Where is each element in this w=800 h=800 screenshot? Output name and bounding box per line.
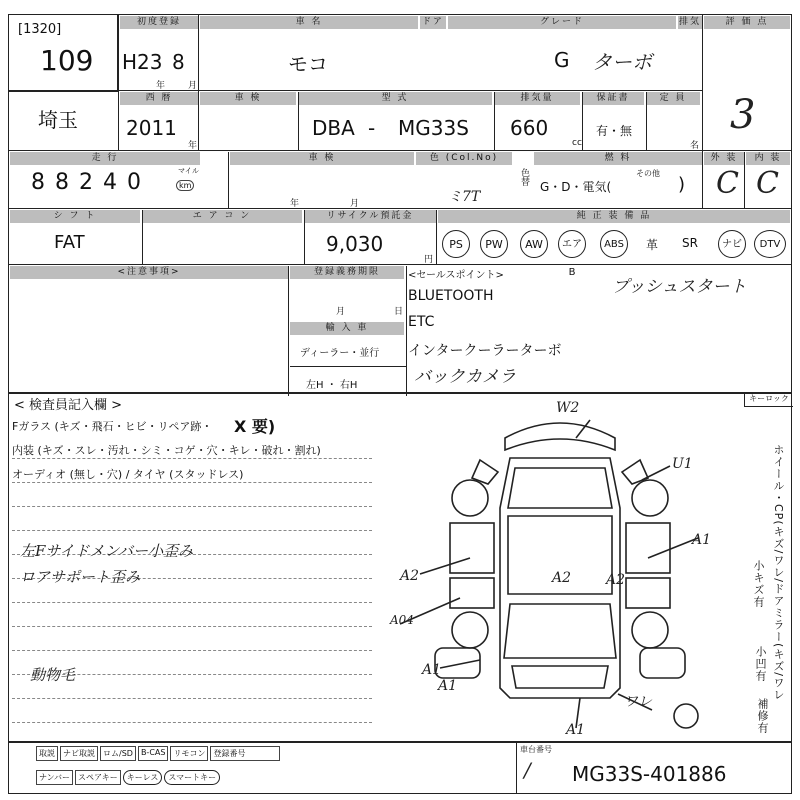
header-door: ドア (420, 16, 446, 29)
rear-bumper-shape (512, 666, 608, 688)
inspection-month-label: 月 (350, 199, 360, 209)
tag-rom-sd: ロム/SD (100, 746, 136, 761)
col-divider (436, 210, 437, 264)
side-small-dent: 小凹有 (754, 646, 767, 682)
first-reg-year-label: 年 (156, 81, 166, 91)
diagram-mark: A2 (552, 570, 572, 586)
color-handwritten: ミ7T (448, 189, 481, 205)
diagram-mark: A1 (438, 678, 458, 694)
equipment-navi: ナビ (718, 230, 746, 258)
model-year: 2011 (126, 116, 177, 140)
fixed-cap-suffix: 名 (690, 141, 700, 151)
fuel-close: ) (678, 174, 686, 195)
header-recycle: リサイクル預託金 (304, 210, 436, 223)
hood-shape (508, 468, 612, 508)
header-fixed-cap: 定 員 (646, 92, 700, 105)
interior-score: C (756, 166, 779, 201)
header-color: 色 (Col.No) (416, 152, 512, 165)
sales-point-handwritten: プッシュスタート (612, 277, 747, 297)
tag-bcas: B-CAS (138, 746, 169, 761)
inspector-line-interior: 内装 (キズ・スレ・汚れ・シミ・コゲ・穴・キレ・破れ・割れ) (12, 444, 321, 457)
diagram-mark: ワレ (624, 694, 652, 710)
model: MG33S (398, 116, 469, 140)
diagram-mark-a04: A04 (390, 613, 414, 627)
ruled-line (12, 458, 372, 459)
header-vehicle-inspection: 車 検 (230, 152, 414, 165)
first-reg-month: 8 (172, 50, 185, 74)
wheel-fl (452, 480, 488, 516)
header-western-year: 西 暦 (120, 92, 198, 105)
mileage-digit: 0 (127, 170, 141, 195)
warranty: 有・無 (596, 124, 633, 138)
color-chip-label: 色替 (519, 168, 529, 186)
header-exterior: 外 装 (704, 152, 744, 165)
lot-code: [1320] (18, 22, 62, 37)
col-divider (304, 210, 305, 264)
row-divider (8, 90, 702, 91)
col-divider (198, 14, 199, 150)
fuel-options: G・D・電気( (540, 180, 612, 194)
equipment-abs: ABS (600, 230, 628, 258)
header-interior: 内 装 (746, 152, 790, 165)
lr-handle: 左H ・ 右H (306, 380, 358, 391)
header-score: 評 価 点 (704, 16, 790, 29)
sales-point: インタークーラーターボ (408, 343, 562, 359)
grade-handwritten: ターボ (592, 50, 652, 74)
leader-line (440, 660, 480, 668)
displacement-unit: cc (572, 138, 582, 148)
ruled-line (12, 626, 372, 627)
header-import: 輸 入 車 (290, 322, 404, 335)
dealer: ディーラー・並行 (300, 348, 380, 359)
header-first-reg: 初度登録 (120, 16, 198, 29)
equipment-sunroof: SR (682, 236, 698, 250)
mileage-digit: 4 (103, 170, 117, 195)
car-name: モコ (288, 52, 328, 76)
inspector-note: 左Fサイドメンバー小歪み (20, 542, 194, 560)
leader-line (648, 538, 698, 558)
diagram-mark: U1 (672, 456, 693, 472)
row-divider (8, 208, 792, 209)
mileage-digit: 8 (31, 170, 45, 195)
panel-left-quarter (435, 648, 480, 678)
col-divider (516, 742, 517, 794)
diagram-mark: A1 (422, 662, 442, 678)
equipment-airbag: エアB (558, 230, 586, 258)
tag-manual: 取説 (36, 746, 58, 761)
exterior-score: C (716, 166, 739, 201)
lot-number: 109 (40, 44, 94, 77)
panel-right-front (626, 523, 670, 573)
diagram-mark: A2 (400, 568, 420, 584)
header-shift: シ フ ト (10, 210, 140, 223)
header-car-name: 車 名 (200, 16, 418, 29)
col-divider (142, 210, 143, 264)
bottom-tags-row-2 (36, 770, 220, 785)
ruled-line (12, 602, 372, 603)
diagram-mark: A2 (606, 572, 626, 588)
leader-line (576, 420, 590, 438)
col-divider (118, 14, 119, 150)
shift: FAT (54, 232, 85, 253)
recycle-unit: 円 (424, 255, 434, 265)
equipment-aw: AW (520, 230, 548, 258)
inspector-note: 動物毛 (30, 666, 76, 684)
col-divider (582, 92, 583, 150)
mileage-unit-mile: マイル (178, 167, 199, 175)
diagram-mark: A1 (692, 532, 712, 548)
header-mileage: 走 行 (10, 152, 200, 165)
model-prefix: DBA (312, 116, 355, 140)
col-divider (744, 152, 745, 208)
side-wheel-mirror-text: ホイール・CP(キズ/ワレ/ドアミラー(キズ/ワレ (772, 444, 785, 702)
header-sales-point: <セールスポイント> (408, 270, 504, 281)
glass-mark: X 要) (234, 417, 276, 436)
side-repaired: 補修有 (756, 698, 769, 734)
notes-day: 日 (394, 307, 404, 317)
inspection-year-label: 年 (290, 199, 300, 209)
ruled-line (12, 722, 372, 723)
model-year-suffix: 年 (188, 141, 198, 151)
header-displacement-type: 排気 (678, 17, 701, 27)
header-model: 型 式 (298, 92, 492, 105)
tag-reg-number: 登録番号 (210, 746, 280, 761)
header-ac: エ ア コ ン (142, 210, 302, 223)
col-divider (228, 152, 229, 208)
header-grade: グレード (448, 16, 676, 29)
header-fuel: 燃 料 (534, 152, 702, 165)
chassis-mark: / (524, 758, 531, 782)
ruled-line (12, 698, 372, 699)
tag-number-plate: ナンバー (36, 770, 73, 785)
mileage-digits (28, 170, 144, 195)
inspector-line-glass: Fガラス (キズ・飛石・ヒビ・リペア跡・ (12, 420, 213, 433)
tag-keyless: キーレス (123, 770, 163, 785)
equipment-ps: PS (442, 230, 470, 258)
lot-cell (8, 14, 118, 92)
displacement: 660 (510, 116, 549, 140)
mileage-digit: 8 (55, 170, 69, 195)
ruled-line (12, 482, 372, 483)
wheel-rr (632, 612, 668, 648)
panel-left-front (450, 523, 494, 573)
sales-point: ETC (408, 314, 435, 330)
region: 埼玉 (38, 108, 78, 132)
side-small-scratch: 小キズ有 (752, 560, 765, 608)
col-divider (702, 14, 703, 208)
equipment-leather: 革 (646, 238, 659, 252)
first-reg-era: H23 (122, 50, 163, 74)
header-inspection: 車 検 (200, 92, 296, 105)
row-divider (8, 150, 792, 151)
tag-remote: リモコン (170, 746, 208, 761)
tag-spare-key: スペアキー (75, 770, 121, 785)
header-keylock: キーロック (744, 392, 793, 407)
spare-circle (674, 704, 698, 728)
equipment-dtv: DTV (754, 230, 786, 258)
overall-score: 3 (730, 92, 756, 138)
leader-line (420, 558, 470, 574)
header-notes: <注意事項> (10, 266, 288, 279)
first-reg-month-label: 月 (188, 81, 198, 91)
panel-right-rear (626, 578, 670, 608)
mileage-unit-km: km (176, 180, 194, 191)
inspector-line-audio: オーディオ (無し・穴) / タイヤ (スタッドレス) (12, 468, 244, 481)
row-divider (8, 264, 792, 265)
header-inspector: < 検査員記入欄 > (14, 398, 123, 413)
model-dash: - (368, 116, 376, 140)
wheel-fr (632, 480, 668, 516)
header-equipment: 純 正 装 備 品 (438, 210, 790, 223)
header-chassis: 車台番号 (520, 745, 552, 754)
panel-right-quarter (640, 648, 685, 678)
grade: G (554, 48, 570, 72)
wheel-rl (452, 612, 488, 648)
inspector-note: ロアサポート歪み (20, 568, 141, 586)
ruled-line (12, 530, 372, 531)
notes-month: 月 (336, 307, 346, 317)
car-damage-diagram (380, 398, 740, 742)
diagram-mark: W2 (556, 400, 580, 416)
ruled-line (12, 650, 372, 651)
recycle-amount: 9,030 (326, 232, 384, 256)
equipment-pw: PW (480, 230, 508, 258)
header-cc: 排気量 (494, 92, 580, 105)
header-warranty: 保証書 (582, 92, 644, 105)
row-divider (290, 366, 406, 367)
sales-point-handwritten: バックカメラ (414, 367, 516, 387)
header-reg-deadline: 登録義務期限 (290, 266, 404, 279)
chassis-number: MG33S-401886 (572, 762, 727, 786)
col-divider (298, 92, 299, 150)
ruled-line (12, 506, 372, 507)
fuel-other: その他 (636, 169, 660, 178)
diagram-mark: A1 (566, 722, 586, 738)
bottom-tags-row-1 (36, 746, 280, 761)
col-divider (646, 92, 647, 150)
front-bumper-shape (505, 423, 615, 450)
sales-point: BLUETOOTH (408, 288, 494, 304)
col-divider (406, 266, 407, 396)
col-divider (494, 92, 495, 150)
rear-glass-shape (504, 604, 616, 658)
tag-navi-manual: ナビ取説 (60, 746, 98, 761)
mileage-digit: 2 (79, 170, 93, 195)
tag-smart-key: スマートキー (164, 770, 220, 785)
col-divider (288, 266, 289, 396)
panel-left-rear (450, 578, 494, 608)
